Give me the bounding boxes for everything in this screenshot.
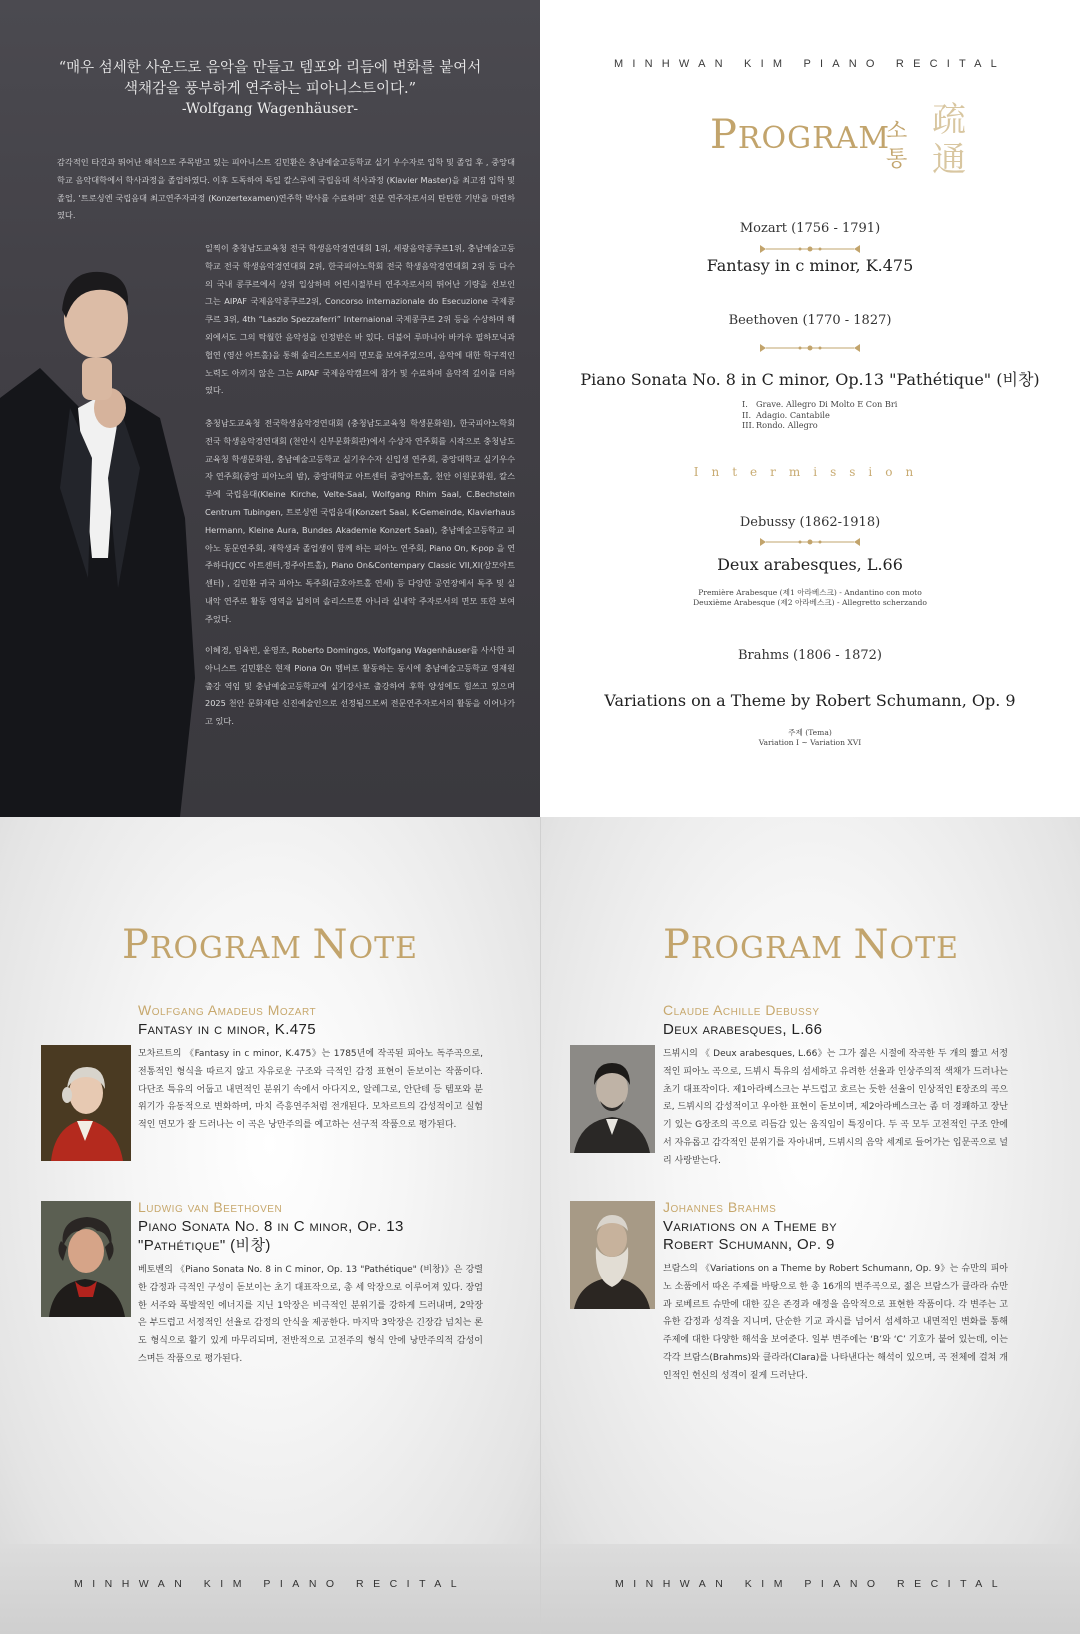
program-work-brahms: Variations on a Theme by Robert Schumann, Op. 9 (604, 691, 1016, 710)
ornament-divider-icon (760, 244, 860, 254)
movement-2: II. Adagio. Cantabile (742, 409, 830, 420)
note-work-debussy: Deux arabesques, L.66 (663, 1021, 823, 1038)
note-work-brahms-line1: Variations on a Theme by (663, 1218, 837, 1235)
debussy-arabesque-2: Deuxième Arabesque (제2 아라베스크) - Allegretto scherzando (693, 598, 927, 607)
footer-recital-label: MINHWAN KIM PIANO RECITAL (73, 1578, 467, 1590)
program-composer-beethoven: Beethoven (1770 - 1827) (728, 313, 892, 328)
debussy-arabesque-1: Première Arabesque (제1 아라베스크) - Andantino con moto (698, 588, 922, 597)
program-composer-mozart: Mozart (1756 - 1791) (739, 221, 881, 236)
program-panel (540, 0, 1080, 817)
note-composer-brahms: Johannes Brahms (663, 1199, 777, 1215)
ornament-divider-icon (760, 537, 860, 547)
note-body-beethoven: 베토벤의 《Piano Sonata No. 8 in C minor, Op. 13 "Pathétique" (비창)》은 강렬한 감정과 극적인 구성이 돋보이는 초기 대표작으로, 총 세 악장으로 이루어져 있다. 장엄한 서주와 폭발적인 에너지를 지닌 1악장은 비극적인 분위기를 강하게 드러내며, 2악장은 부드럽고 서정적인 선율로 감정의 안식을 제공한다. 마지막 3악장은 긴장감 넘치는 론도 형식으로 활기 있게 마무리되며, 전반적으로 고전주의 형식 안에 낭만주의적 감성이 스며든 작품으로 평가된다. (138, 1265, 483, 1364)
bio-paragraph-1: 감각적인 타건과 뛰어난 해석으로 주목받고 있는 피아니스트 김민환은 충남예술고등학교 실기 우수자로 입학 및 졸업 후 , 중앙대학교 음악대학에서 학사과정을 졸업하였다. 이후 도독하여 독일 칼스루에 국립음대 석사과정 (Klavier Master)을 최고점 입학 및 졸업, ‘트로싱엔 국립음대 최고연주자과정 (Konzertexamen)연주학 박사를 수료하며’ 전문 연주자로서의 탄탄한 기반을 마련하였다. (57, 157, 515, 221)
beethoven-movements (742, 399, 897, 431)
program-note-panel-left (0, 817, 540, 1634)
note-body-mozart: 모차르트의 《Fantasy in c minor, K.475》는 1785년에 작곡된 피아노 독주곡으로, 전통적인 형식을 따르지 않고 자유로운 구조와 극적인 감정 표현이 돋보이는 작품이다. 다단조 특유의 어둡고 내면적인 분위기 속에서 아다지오, 알레그로, 안단테 등 템포와 분위기가 유동적으로 변화하며, 마치 즉흥연주처럼 전개된다. 모차르트의 감성적이고 실험적인 면모가 잘 드러나는 이 곡은 낭만주의를 예고하는 선구적 작품으로 평가된다. (138, 1049, 483, 1131)
note-work-beethoven-line2: "Pathétique" (비창) (138, 1237, 271, 1254)
pianist-photo (0, 258, 210, 817)
note-body-brahms: 브람스의 《Variations on a Theme by Robert Schumann, Op. 9》는 슈만의 피아노 소품에서 따온 주제를 바탕으로 한 총 16개의 변주곡으로, 젊은 브람스가 클라라 슈만과 로베르트 슈만에 대한 깊은 존경과 애정을 음악적으로 표현한 작품이다. 각 변주는 고유한 감정과 성격을 지니며, 단순한 기교 과시를 넘어서 섬세하고 내면적인 변화를 통해 주제에 대한 다양한 해석을 보여준다. 일부 변주에는 ‘B’와 ‘C’ 기호가 붙어 있는데, 이는 각각 브람스(Brahms)와 클라라(Clara)를 나타낸다는 해석이 있으며, 곡 전체에 걸쳐 개인적인 헌신의 성격이 짙게 드러난다. (663, 1264, 1008, 1381)
note-composer-beethoven: Ludwig van Beethoven (138, 1199, 283, 1215)
movement-3: III. Rondo. Allegro (742, 420, 818, 430)
sotong-hangul: 소 통 (886, 119, 908, 172)
brahms-tema: 주제 (Tema) (788, 728, 832, 737)
note-work-brahms-line2: Robert Schumann, Op. 9 (663, 1236, 835, 1253)
program-work-beethoven: Piano Sonata No. 8 in C minor, Op.13 "Pathétique" (비창) (580, 370, 1040, 389)
program-work-debussy: Deux arabesques, L.66 (717, 555, 903, 574)
intermission-label: Intermission (693, 465, 927, 479)
note-work-beethoven-line1: Piano Sonata No. 8 in C minor, Op. 13 (138, 1218, 404, 1235)
quote-line-2: 색채감을 풍부하게 연주하는 피아니스트이다.” (124, 81, 416, 97)
movement-1: I. Grave. Allegro Di Molto E Con Bri (742, 399, 898, 409)
program-work-mozart: Fantasy in c minor, K.475 (706, 256, 914, 275)
program-composer-debussy: Debussy (1862-1918) (739, 515, 881, 530)
program-composer-brahms: Brahms (1806 - 1872) (738, 648, 882, 663)
bio-paragraph-2: 일찍이 충청남도교육청 전국 학생음악경연대회 1위, 세광음악콩쿠르1위, 충남예술고등학교 전국 학생음악경연대회 2위, 한국피아노학회 전국 학생음악경연대회 2위 등 다수의 국내 콩쿠르에서 상위 입상하며 어린시절부터 연주자로서의 뛰어난 기량을 선보인 그는 AIPAF 국제음악콩쿠르2위, Concorso internazionale do Esecuzione 국제콩쿠르 3위, 4th “Laszlo Spezzaferri” Internaional 국제콩쿠르 2위 등을 수상하며 해외에서도 그의 탁월한 음악성을 인정받은 바 있다. 더불어 루마니아 바카우 필하모닉과 협연 (영산 아트홀)을 통해 솔리스트로서의 면모를 보여주었으며, 음악에 대한 학구적인 노력도 아끼지 않은 그는 AIPAF 국제음악캠프에 참가 및 수료하며 음악적 깊이를 더하였다. (205, 243, 515, 396)
ornament-divider-icon (760, 343, 860, 353)
note-body-debussy: 드뷔시의 《 Deux arabesques, L.66》는 그가 젊은 시절에 작곡한 두 개의 짧고 서정적인 피아노 곡으로, 드뷔시 특유의 섬세하고 유려한 선율과 인상주의적 색채가 드러나는 초기 대표작이다. 제1아라베스크는 부드럽고 흐르는 듯한 선율이 인상적인 E장조의 곡으로, 드뷔시의 감성적이고 우아한 표현이 돋보이며, 제2아라베스크는 좀 더 경쾌하고 장난기 있는 G장조의 곡으로 리듬감 있는 움직임이 특징이다. 두 곡 모두 고전적인 구조 안에서 자유롭고 감각적인 분위기를 자아내며, 드뷔시의 음악 세계로 들어가는 입문곡으로 널리 사랑받는다. (663, 1049, 1008, 1166)
bio-paragraph-4: 이혜경, 임육빈, 윤영조, Roberto Domingos, Wolfgang Wagenhäuser를 사사한 피아니스트 김민환은 현재 Piona On 멤버로 활동하는 동시에 충남예술고등학교 영재원 출강 역임 및 충남예술고등학교에 실기강사로 출강하여 후학 양성에도 힘쓰고 있으며 2025 천안 문화재단 신진예술인으로 선정됨으로써 전문연주자로서의 활동을 이어나가고 있다. (205, 645, 515, 727)
bio-panel (0, 0, 540, 817)
program-title: PROGRAM (710, 112, 891, 158)
program-note-title: PROGRAM NOTE (662, 922, 960, 968)
quote-author: -Wolfgang Wagenhäuser- (181, 101, 359, 117)
recital-header: MINHWAN KIM PIANO RECITAL (614, 58, 1006, 70)
debussy-portrait (570, 1045, 655, 1153)
mozart-portrait (41, 1045, 131, 1161)
note-work-mozart: Fantasy in c minor, K.475 (138, 1021, 317, 1038)
beethoven-portrait (41, 1201, 131, 1317)
sotong-hanja: 疏 通 (932, 100, 966, 180)
program-note-title: PROGRAM NOTE (121, 922, 419, 968)
brahms-variations: Variation I ~ Variation XVI (758, 738, 862, 747)
note-composer-mozart: Wolfgang Amadeus Mozart (138, 1002, 317, 1018)
brahms-portrait (570, 1201, 655, 1309)
footer-recital-label: MINHWAN KIM PIANO RECITAL (614, 1578, 1008, 1590)
quote-line-1: “매우 섬세한 사운드로 음악을 만들고 템포와 리듬에 변화를 붙여서 (58, 60, 482, 76)
bio-paragraph-3: 충청남도교육청 전국학생음악경연대회 (충청남도교육청 학생문화원), 한국피아노학회 전국 학생음악경연대회 (천안시 신부문화회관)에서 수상자 연주회를 시작으로 충청남도교육청 학생문화원, 충남예술고등학교 실기우수자 신입생 연주회, 중앙대학교 실기우수자 연주회(중앙 피아노의 밤), 중앙대학교 아트센터 중앙아트홀, 천안 이원문화원, 칼스루에 국립음대(Kleine Kirche, Velte-Saal, Wolfgang Rhim Saal, C.Bechstein Centrum Tubingen, 트로싱엔 국립음대(Konzert Saal, K-Gemeinde, Klavierhaus Hermann, Kleine Aura, Bundes Akademie Konzert Saal), 충남예술고등학교 피아노 동문연주회, 재학생과 졸업생이 함께 하는 피아노 연주회, Piano On, K-pop 을 연주하다(JCC 아트센터,정주아트홀), Piano On&Contempary Classic VII,XI(상모아트센터) , 김민환 귀국 피아노 독주회(금호아트홀 연세) 등 다양한 공연장에서 독주 및 실내악 연주로 활동 영역을 넓히며 솔리스트뿐 아니라 실내악 주자로서의 면모 또한 보여주었다. (205, 418, 515, 624)
pianist-quote (40, 58, 500, 100)
program-note-panel-right (540, 817, 1080, 1634)
note-composer-debussy: Claude Achille Debussy (663, 1002, 820, 1018)
